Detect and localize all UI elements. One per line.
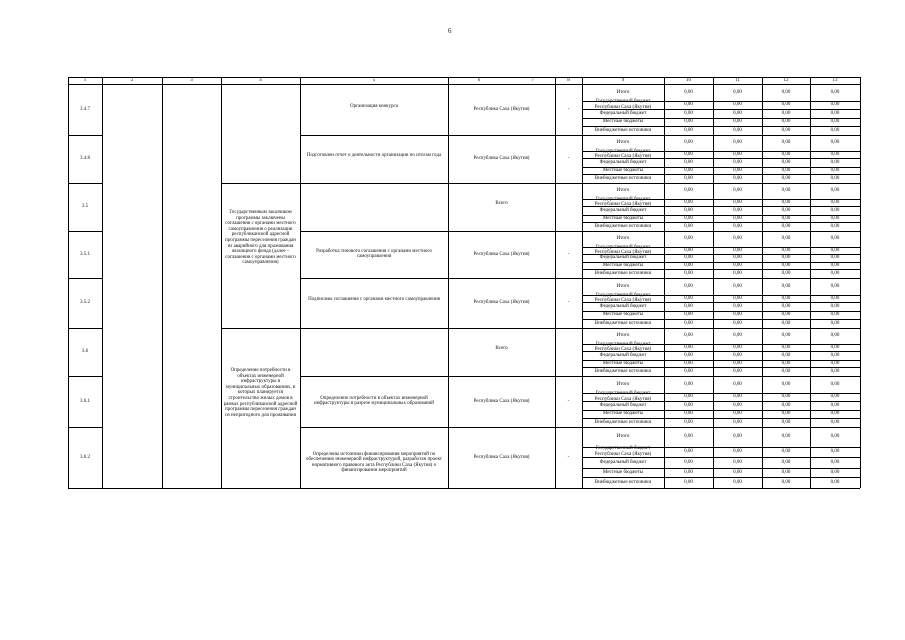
measure-text: Организация конкурса: [349, 103, 399, 109]
value-cell: 0,00: [781, 283, 791, 289]
source-gos: Государственный бюджет Республики Саха (Якутия): [594, 244, 652, 256]
value-cell: 0,00: [733, 119, 742, 124]
value-cell: 0,00: [684, 381, 693, 387]
source-mest: Местные бюджеты: [602, 215, 644, 221]
source-itogo: Итого: [616, 283, 630, 289]
value-cell: 0,00: [733, 295, 742, 301]
source-mest: Местные бюджеты: [602, 360, 644, 366]
value-cell: 0,00: [684, 151, 693, 157]
value-cell: 0,00: [781, 270, 791, 276]
value-cell: 0,00: [781, 247, 791, 253]
value-cell: 0,00: [733, 352, 742, 358]
source-gos: Государственный бюджет Республики Саха (Якутия): [594, 292, 652, 304]
column-header-6: 6: [477, 78, 481, 83]
row-number: 3.4.8: [80, 156, 90, 161]
value-cell: 0,00: [684, 255, 693, 260]
responsible-dash: -: [567, 454, 570, 460]
value-cell: 0,00: [830, 255, 840, 260]
value-cell: 0,00: [830, 381, 840, 387]
source-mest: Местные бюджеты: [602, 312, 644, 317]
value-cell: 0,00: [733, 262, 742, 268]
source-gos: Государственный бюджет Республики Саха (Якутия): [594, 99, 652, 110]
col4-agreement-text: Государственным заказчиком программы заключены соглашения с органами местного самоуправления о реализации республиканской адресной программы переселения граждан из аварийного для проживания жилищного фонда (далее – соглашения с органами местного самоуправления): [225, 210, 296, 266]
value-cell: 0,00: [781, 333, 791, 338]
source-itogo: Итого: [616, 140, 630, 145]
value-cell: 0,00: [684, 402, 693, 408]
value-cell: 0,00: [781, 255, 791, 260]
column-header-2: 2: [130, 78, 134, 83]
value-cell: 0,00: [781, 352, 791, 358]
source-gos: Государственный бюджет Республики Саха (Якутия): [594, 446, 652, 457]
source-vneb: Внебюджетные источники: [594, 127, 652, 133]
value-cell: 0,00: [830, 175, 840, 181]
value-cell: 0,00: [781, 175, 791, 181]
source-fed: Федеральный бюджет: [599, 303, 647, 309]
measure-text: Подготовлен отчет о деятельности организации по итогам года: [306, 153, 442, 158]
row-rule: [221, 183, 300, 184]
measure-text: Разработка типового соглашения с органами местного самоуправления: [316, 248, 432, 260]
value-cell: 0,00: [830, 262, 840, 268]
source-vneb: Внебюджетные источники: [594, 270, 652, 276]
value-cell: 0,00: [684, 360, 693, 366]
source-fed: Федеральный бюджет: [599, 402, 647, 408]
value-cell: 0,00: [781, 262, 791, 268]
value-cell: 0,00: [830, 479, 840, 485]
source-itogo: Итого: [616, 236, 630, 241]
source-gos: Государственный бюджет Республики Саха (Якутия): [594, 391, 652, 402]
value-cell: 0,00: [733, 102, 742, 107]
value-cell: 0,00: [733, 394, 742, 399]
column-header-5: 5: [372, 78, 376, 83]
value-cell: 0,00: [684, 159, 693, 165]
region-label: Республика Саха (Якутия): [473, 156, 530, 161]
row-rule: [300, 231, 860, 232]
subrow-rule: [582, 477, 860, 478]
value-cell: 0,00: [684, 199, 693, 205]
value-cell: 0,00: [830, 312, 840, 317]
value-cell: 0,00: [781, 469, 791, 475]
source-vneb: Внебюджетные источники: [594, 223, 652, 229]
value-cell: 0,00: [830, 434, 840, 439]
value-cell: 0,00: [781, 236, 791, 241]
measure-text: Определение потребности в объектах инженерной инфраструктуры в разрезе муниципальных образований: [314, 395, 434, 407]
source-fed: Федеральный бюджет: [599, 159, 647, 165]
value-cell: 0,00: [781, 303, 791, 309]
value-cell: 0,00: [830, 360, 840, 366]
value-cell: 0,00: [684, 479, 693, 485]
value-cell: 0,00: [684, 119, 693, 124]
source-vneb: Внебюджетные источники: [594, 320, 652, 326]
value-cell: 0,00: [733, 188, 742, 193]
value-cell: 0,00: [684, 102, 693, 107]
value-cell: 0,00: [830, 394, 840, 399]
value-cell: 0,00: [830, 199, 840, 205]
column-rule: [860, 84, 861, 488]
column-header-10: 10: [686, 78, 691, 83]
value-cell: 0,00: [684, 110, 693, 116]
col4-infrastructure-text: Определение потребности в объектах инженерной инфраструктуры в муниципальных образованиях, в которых планируется строительство жилых домов в рамках республиканской адресной программы переселения граждан из непригодного для проживания: [223, 368, 298, 418]
column-header-11: 11: [735, 78, 740, 83]
row-rule: [102, 488, 221, 489]
value-cell: 0,00: [830, 167, 840, 173]
value-cell: 0,00: [733, 419, 742, 425]
value-cell: 0,00: [684, 368, 693, 374]
header-bottom-rule: [68, 84, 860, 85]
source-itogo: Итого: [616, 381, 630, 387]
source-itogo: Итого: [616, 188, 630, 193]
region-label: Республика Саха (Якутия): [473, 106, 530, 112]
value-cell: 0,00: [781, 368, 791, 374]
value-cell: 0,00: [733, 247, 742, 253]
row-rule: [68, 427, 102, 428]
value-cell: 0,00: [830, 188, 840, 193]
source-itogo: Итого: [616, 333, 630, 338]
value-cell: 0,00: [781, 295, 791, 301]
value-cell: 0,00: [733, 270, 742, 276]
value-cell: 0,00: [684, 167, 693, 173]
column-header-4: 4: [259, 78, 262, 83]
row-rule: [221, 328, 300, 329]
value-cell: 0,00: [684, 283, 693, 289]
source-itogo: Итого: [616, 89, 630, 95]
value-cell: 0,00: [684, 188, 693, 193]
row-rule: [300, 376, 860, 377]
row-number: 3.5.2: [80, 300, 90, 305]
region-label: Республика Саха (Якутия): [473, 454, 530, 460]
row-rule: [68, 328, 102, 329]
value-cell: 0,00: [733, 207, 742, 213]
value-cell: 0,00: [684, 262, 693, 268]
value-cell: 0,00: [781, 110, 791, 116]
value-cell: 0,00: [830, 469, 840, 475]
value-cell: 0,00: [684, 469, 693, 475]
region-label: Республика Саха (Якутия): [473, 251, 530, 257]
row-rule: [221, 488, 300, 489]
column-header-13: 13: [832, 78, 838, 83]
column-header-9: 9: [621, 78, 625, 83]
source-fed: Федеральный бюджет: [599, 352, 647, 358]
source-mest: Местные бюджеты: [602, 469, 644, 475]
source-fed: Федеральный бюджет: [599, 110, 647, 116]
value-cell: 0,00: [830, 419, 840, 425]
value-cell: 0,00: [781, 394, 791, 399]
value-cell: 0,00: [733, 368, 742, 374]
value-cell: 0,00: [781, 434, 791, 439]
responsible-dash: -: [567, 106, 570, 112]
value-cell: 0,00: [684, 449, 693, 454]
value-cell: 0,00: [830, 102, 840, 107]
column-rule: [162, 84, 163, 488]
value-cell: 0,00: [781, 127, 791, 133]
value-cell: 0,00: [830, 333, 840, 338]
source-vneb: Внебюджетные источники: [594, 419, 652, 425]
value-cell: 0,00: [781, 188, 791, 193]
row-rule: [68, 488, 102, 489]
column-header-1: 1: [83, 78, 87, 83]
value-cell: 0,00: [733, 215, 742, 221]
value-cell: 0,00: [733, 151, 742, 157]
value-cell: 0,00: [684, 434, 693, 439]
value-cell: 0,00: [830, 236, 840, 241]
value-cell: 0,00: [733, 127, 742, 133]
value-cell: 0,00: [830, 247, 840, 253]
column-header-8: 8: [567, 78, 570, 83]
value-cell: 0,00: [830, 449, 840, 454]
source-gos: Государственный бюджет Республики Саха (Якутия): [594, 196, 652, 208]
value-cell: 0,00: [733, 320, 742, 326]
value-cell: 0,00: [684, 303, 693, 309]
value-cell: 0,00: [781, 360, 791, 366]
value-cell: 0,00: [830, 223, 840, 229]
value-cell: 0,00: [830, 207, 840, 213]
value-cell: 0,00: [684, 236, 693, 241]
page-number: 6: [448, 27, 452, 35]
row-rule: [300, 278, 860, 279]
responsible-dash: -: [567, 300, 570, 305]
value-cell: 0,00: [733, 110, 742, 116]
value-cell: 0,00: [830, 283, 840, 289]
value-cell: 0,00: [781, 89, 791, 95]
value-cell: 0,00: [830, 127, 840, 133]
column-header-12: 12: [783, 78, 789, 83]
value-cell: 0,00: [781, 312, 791, 317]
value-cell: 0,00: [733, 459, 742, 465]
row-number: 3.5.1: [80, 251, 90, 257]
value-cell: 0,00: [684, 352, 693, 358]
row-rule: [300, 488, 860, 489]
value-cell: 0,00: [733, 89, 742, 95]
value-cell: 0,00: [733, 402, 742, 408]
source-gos: Государственный бюджет Республики Саха (Якутия): [594, 148, 652, 160]
value-cell: 0,00: [830, 151, 840, 157]
value-cell: 0,00: [830, 295, 840, 301]
value-cell: 0,00: [830, 270, 840, 276]
value-cell: 0,00: [684, 394, 693, 399]
value-cell: 0,00: [684, 215, 693, 221]
value-cell: 0,00: [684, 320, 693, 326]
source-vneb: Внебюджетные источники: [594, 479, 652, 485]
value-cell: 0,00: [781, 344, 791, 350]
value-cell: 0,00: [830, 159, 840, 165]
value-cell: 0,00: [684, 175, 693, 181]
value-cell: 0,00: [781, 381, 791, 387]
value-cell: 0,00: [733, 140, 742, 145]
value-cell: 0,00: [733, 303, 742, 309]
value-cell: 0,00: [684, 247, 693, 253]
value-cell: 0,00: [781, 449, 791, 454]
value-cell: 0,00: [684, 127, 693, 133]
column-header-3: 3: [190, 78, 193, 83]
value-cell: 0,00: [733, 360, 742, 366]
value-cell: 0,00: [733, 175, 742, 181]
value-cell: 0,00: [781, 419, 791, 425]
row-number: 3.6: [81, 349, 89, 354]
value-cell: 0,00: [830, 352, 840, 358]
source-mest: Местные бюджеты: [602, 119, 644, 124]
source-mest: Местные бюджеты: [602, 411, 644, 416]
responsible-dash: -: [567, 398, 570, 404]
value-cell: 0,00: [684, 333, 693, 338]
value-cell: 0,00: [830, 411, 840, 416]
value-cell: 0,00: [684, 207, 693, 213]
source-mest: Местные бюджеты: [602, 167, 644, 173]
value-cell: 0,00: [733, 344, 742, 350]
responsible-dash: -: [567, 156, 570, 161]
measure-text: Определены источники финансирования мероприятий по обеспечению инженерной инфраструктурой, разработан проект нормативного правового акта Республики Саха (Якутия) о финансировании мероприятий: [306, 451, 442, 474]
value-cell: 0,00: [733, 283, 742, 289]
value-cell: 0,00: [781, 215, 791, 221]
total-label: Всего: [495, 346, 508, 351]
value-cell: 0,00: [733, 159, 742, 165]
value-cell: 0,00: [781, 207, 791, 213]
row-rule: [300, 427, 860, 428]
value-cell: 0,00: [684, 223, 693, 229]
region-label: Республика Саха (Якутия): [473, 300, 530, 305]
column-rule: [221, 84, 222, 488]
value-cell: 0,00: [684, 312, 693, 317]
row-number: 3.6.1: [80, 398, 90, 404]
column-header-7: 7: [531, 78, 534, 83]
value-cell: 0,00: [684, 419, 693, 425]
value-cell: 0,00: [830, 303, 840, 309]
responsible-dash: -: [567, 251, 570, 257]
measure-text: Подписаны соглашения с органами местного самоуправления: [308, 297, 440, 302]
source-fed: Федеральный бюджет: [599, 459, 647, 465]
value-cell: 0,00: [733, 434, 742, 439]
value-cell: 0,00: [684, 411, 693, 416]
value-cell: 0,00: [684, 344, 693, 350]
value-cell: 0,00: [733, 199, 742, 205]
value-cell: 0,00: [781, 199, 791, 205]
value-cell: 0,00: [781, 479, 791, 485]
value-cell: 0,00: [781, 459, 791, 465]
value-cell: 0,00: [733, 312, 742, 317]
source-vneb: Внебюджетные источники: [594, 175, 652, 181]
value-cell: 0,00: [684, 140, 693, 145]
value-cell: 0,00: [684, 459, 693, 465]
value-cell: 0,00: [684, 270, 693, 276]
value-cell: 0,00: [781, 223, 791, 229]
source-mest: Местные бюджеты: [602, 262, 644, 268]
value-cell: 0,00: [733, 479, 742, 485]
value-cell: 0,00: [830, 320, 840, 326]
value-cell: 0,00: [781, 411, 791, 416]
row-rule: [68, 231, 102, 232]
value-cell: 0,00: [684, 295, 693, 301]
value-cell: 0,00: [733, 236, 742, 241]
row-number: 3.4.7: [80, 106, 90, 112]
value-cell: 0,00: [781, 151, 791, 157]
value-cell: 0,00: [733, 167, 742, 173]
value-cell: 0,00: [830, 459, 840, 465]
value-cell: 0,00: [830, 89, 840, 95]
value-cell: 0,00: [781, 102, 791, 107]
source-vneb: Внебюджетные источники: [594, 368, 652, 374]
value-cell: 0,00: [830, 140, 840, 145]
value-cell: 0,00: [733, 223, 742, 229]
value-cell: 0,00: [830, 368, 840, 374]
source-fed: Федеральный бюджет: [599, 207, 647, 213]
value-cell: 0,00: [781, 167, 791, 173]
value-cell: 0,00: [781, 119, 791, 124]
value-cell: 0,00: [733, 469, 742, 475]
value-cell: 0,00: [830, 215, 840, 221]
value-cell: 0,00: [733, 411, 742, 416]
row-number: 3.6.2: [80, 454, 90, 460]
total-label: Всего: [495, 201, 508, 206]
value-cell: 0,00: [781, 159, 791, 165]
value-cell: 0,00: [733, 449, 742, 454]
value-cell: 0,00: [781, 402, 791, 408]
value-cell: 0,00: [684, 89, 693, 95]
row-rule: [300, 135, 860, 136]
source-itogo: Итого: [616, 434, 630, 439]
region-label: Республика Саха (Якутия): [473, 398, 530, 404]
value-cell: 0,00: [733, 333, 742, 338]
row-rule: [300, 328, 860, 329]
column-rule: [102, 84, 103, 488]
value-cell: 0,00: [733, 255, 742, 260]
value-cell: 0,00: [733, 381, 742, 387]
header-col-rule: [860, 77, 861, 84]
value-cell: 0,00: [830, 344, 840, 350]
value-cell: 0,00: [830, 119, 840, 124]
row-rule: [68, 376, 102, 377]
value-cell: 0,00: [781, 320, 791, 326]
row-rule: [68, 278, 102, 279]
row-rule: [68, 183, 102, 184]
row-rule: [300, 183, 860, 184]
source-gos: Государственный бюджет Республики Саха (Якутия): [594, 341, 652, 353]
value-cell: 0,00: [781, 140, 791, 145]
value-cell: 0,00: [830, 110, 840, 116]
row-number: 3.5: [81, 204, 89, 209]
value-cell: 0,00: [830, 402, 840, 408]
source-fed: Федеральный бюджет: [599, 255, 647, 260]
row-rule: [68, 135, 102, 136]
